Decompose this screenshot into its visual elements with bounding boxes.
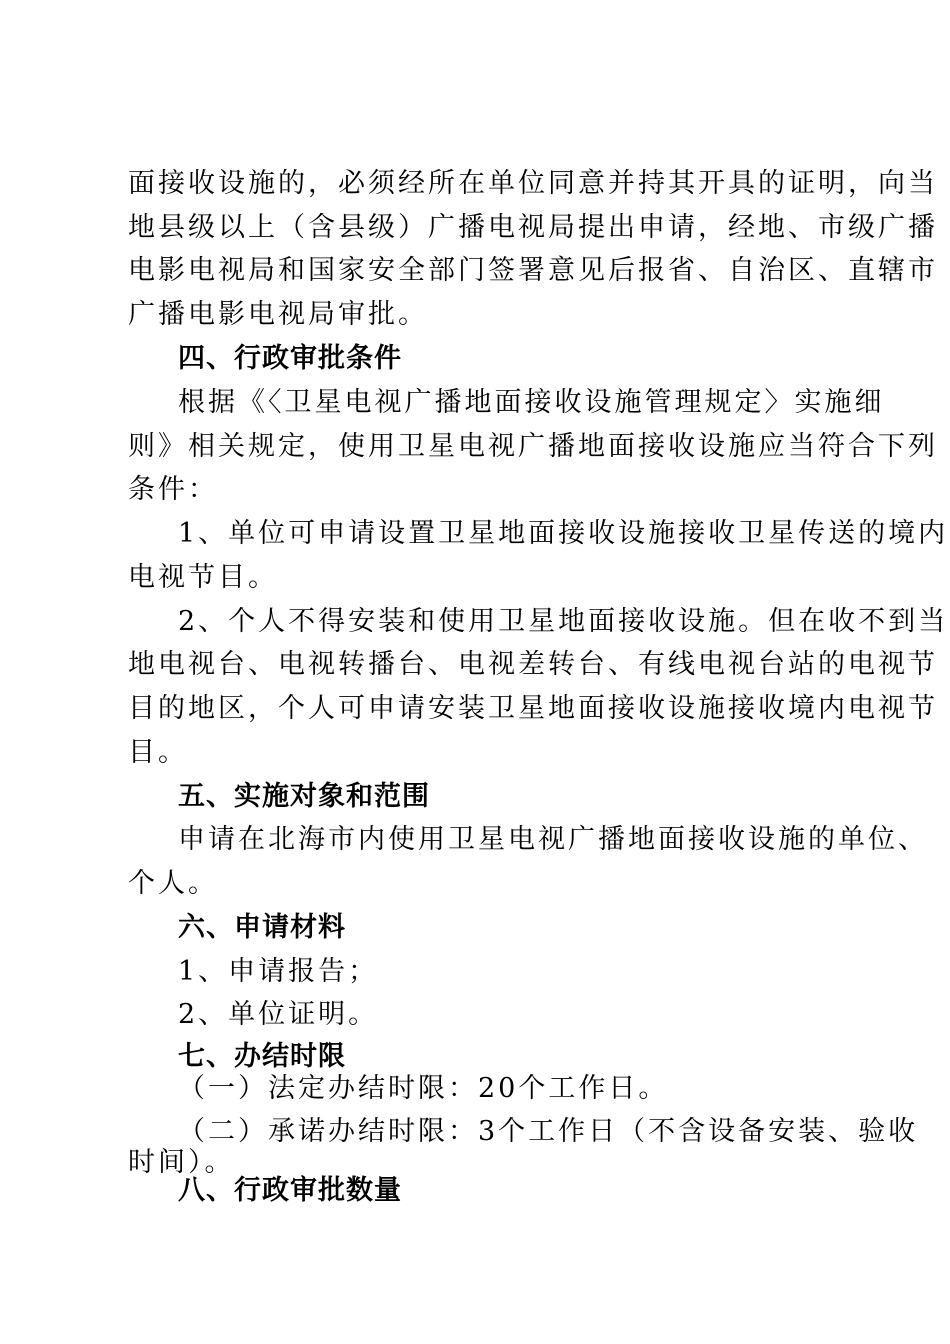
paragraph-line: 条件：: [128, 474, 218, 505]
paragraph-line: 面接收设施的，必须经所在单位同意并持其开具的证明，向当: [128, 168, 938, 199]
section-heading: 六、申请材料: [178, 912, 346, 943]
paragraph-line: 时间）。: [128, 1147, 235, 1178]
section-heading: 四、行政审批条件: [178, 343, 402, 374]
section-heading: 五、实施对象和范围: [178, 781, 430, 812]
paragraph-line: 目的地区，个人可申请安装卫星地面接收设施接收境内电视节: [128, 693, 938, 724]
paragraph-line: 根据《〈卫星电视广播地面接收设施管理规定〉实施细: [178, 387, 885, 418]
list-item: 2、单位证明。: [178, 999, 379, 1030]
list-item: 1、单位可申请设置卫星地面接收设施接收卫星传送的境内: [178, 518, 949, 549]
paragraph-line: 则》相关规定，使用卫星电视广播地面接收设施应当符合下列: [128, 431, 938, 462]
paragraph-line: 电视节目。: [128, 562, 278, 593]
list-item: （二）承诺办结时限：3个工作日（不含设备安装、验收: [178, 1116, 919, 1147]
paragraph-line: 个人。: [128, 868, 218, 899]
list-item: 2、个人不得安装和使用卫星地面接收设施。但在收不到当: [178, 606, 949, 637]
list-item: 1、申请报告；: [178, 956, 379, 987]
paragraph-line: 电影电视局和国家安全部门签署意见后报省、自治区、直辖市: [128, 255, 938, 286]
paragraph-line: 地电视台、电视转播台、电视差转台、有线电视台站的电视节: [128, 649, 938, 680]
section-heading: 八、行政审批数量: [178, 1175, 402, 1206]
paragraph-line: 申请在北海市内使用卫星电视广播地面接收设施的单位、: [178, 824, 928, 855]
paragraph-line: 广播电影电视局审批。: [128, 299, 428, 330]
list-item: （一）法定办结时限：20个工作日。: [178, 1073, 669, 1104]
paragraph-line: 地县级以上（含县级）广播电视局提出申请，经地、市级广播: [128, 212, 938, 243]
section-heading: 七、办结时限: [178, 1041, 346, 1072]
paragraph-line: 目。: [128, 737, 188, 768]
